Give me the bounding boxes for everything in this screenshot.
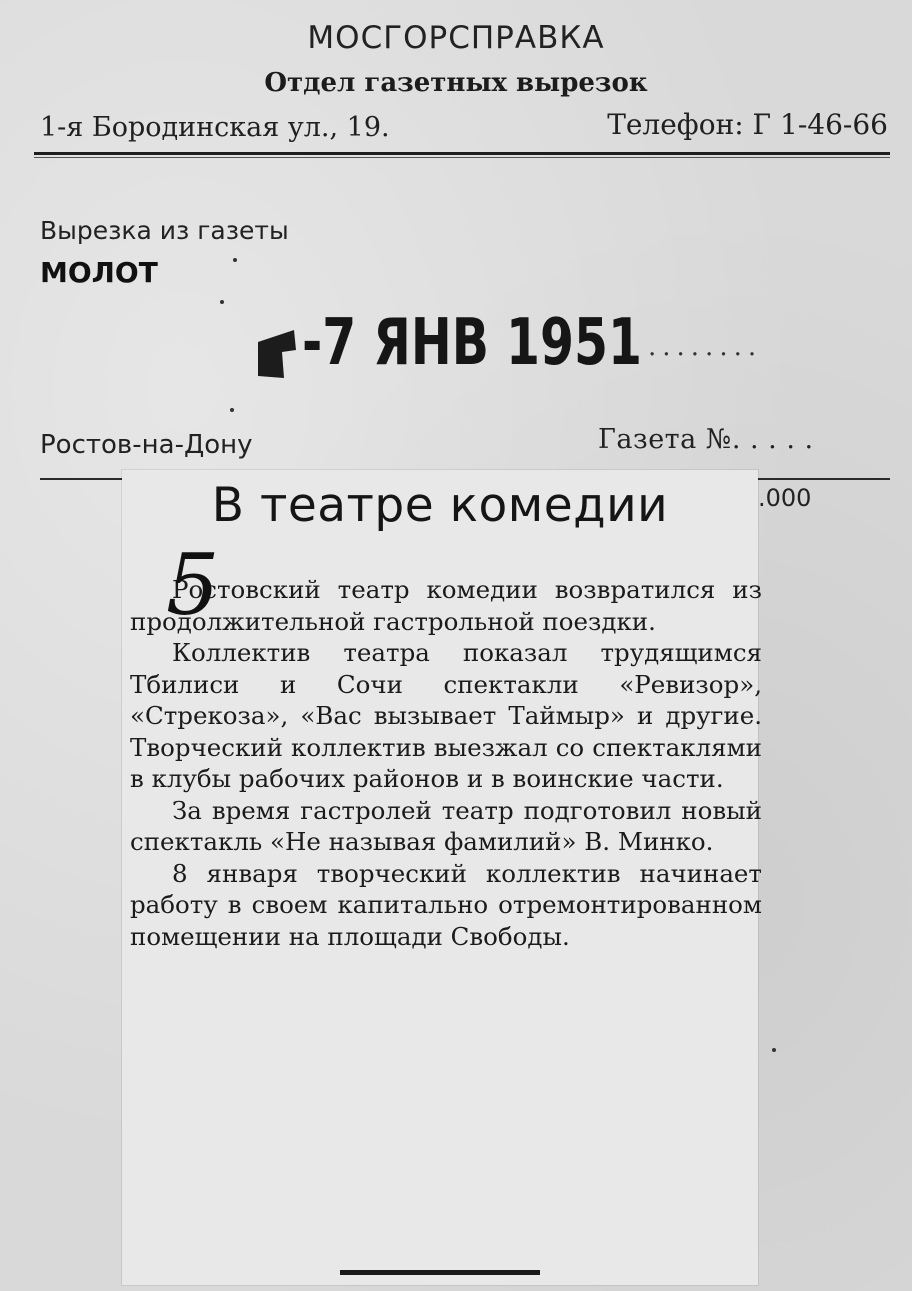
handwritten-number: 5 bbox=[166, 540, 220, 630]
circulation-fragment: .000 bbox=[758, 484, 812, 512]
agency-phone: Телефон: Г 1-46-66 bbox=[607, 108, 888, 141]
article-body bbox=[130, 574, 762, 952]
header-rule-thin bbox=[34, 157, 890, 158]
article-paragraph: Ростовский театр комедии возвратился из продолжительной гастрольной поездки. bbox=[130, 575, 762, 636]
agency-address: 1-я Бородинская ул., 19. bbox=[40, 112, 390, 143]
stamp-date-text: -7 ЯНВ 1951 bbox=[302, 306, 642, 380]
date-stamp bbox=[250, 290, 670, 390]
agency-title: МОСГОРСПРАВКА bbox=[307, 20, 605, 56]
ink-speck bbox=[220, 300, 224, 304]
header-rule bbox=[34, 152, 890, 155]
stamp-dash-mark bbox=[258, 330, 296, 378]
issue-number-label: Газета №. . . . . bbox=[598, 424, 814, 455]
article-title: В театре комедии bbox=[211, 478, 669, 533]
article-paragraph: За время гастролей театр подготовил новый спектакль «Не называя фамилий» В. Минко. bbox=[130, 795, 762, 856]
article-end-rule bbox=[340, 1270, 540, 1275]
handwritten-mark bbox=[160, 540, 240, 630]
ink-speck bbox=[233, 258, 237, 262]
clipping-source-label: Вырезка из газеты bbox=[40, 216, 289, 245]
article-paragraph: 8 января творческий коллектив начинает работу в своем капитально отремонтированном помещении на площади Свободы. bbox=[130, 858, 762, 951]
date-dots: ........ bbox=[648, 332, 763, 362]
ink-speck bbox=[772, 1048, 776, 1052]
city-name: Ростов-на-Дону bbox=[40, 430, 253, 460]
newspaper-name: МОЛОТ bbox=[40, 256, 158, 289]
department-subtitle: Отдел газетных вырезок bbox=[264, 68, 648, 98]
ink-speck bbox=[230, 408, 234, 412]
article-paragraph: Коллектив театра показал трудящимся Тбилиси и Сочи спектакли «Ревизор», «Стрекоза», «Вас вызывает Таймыр» и другие. Творческий коллектив выезжал со спектаклями в клубы рабочих районов и в воинские части. bbox=[130, 638, 762, 793]
